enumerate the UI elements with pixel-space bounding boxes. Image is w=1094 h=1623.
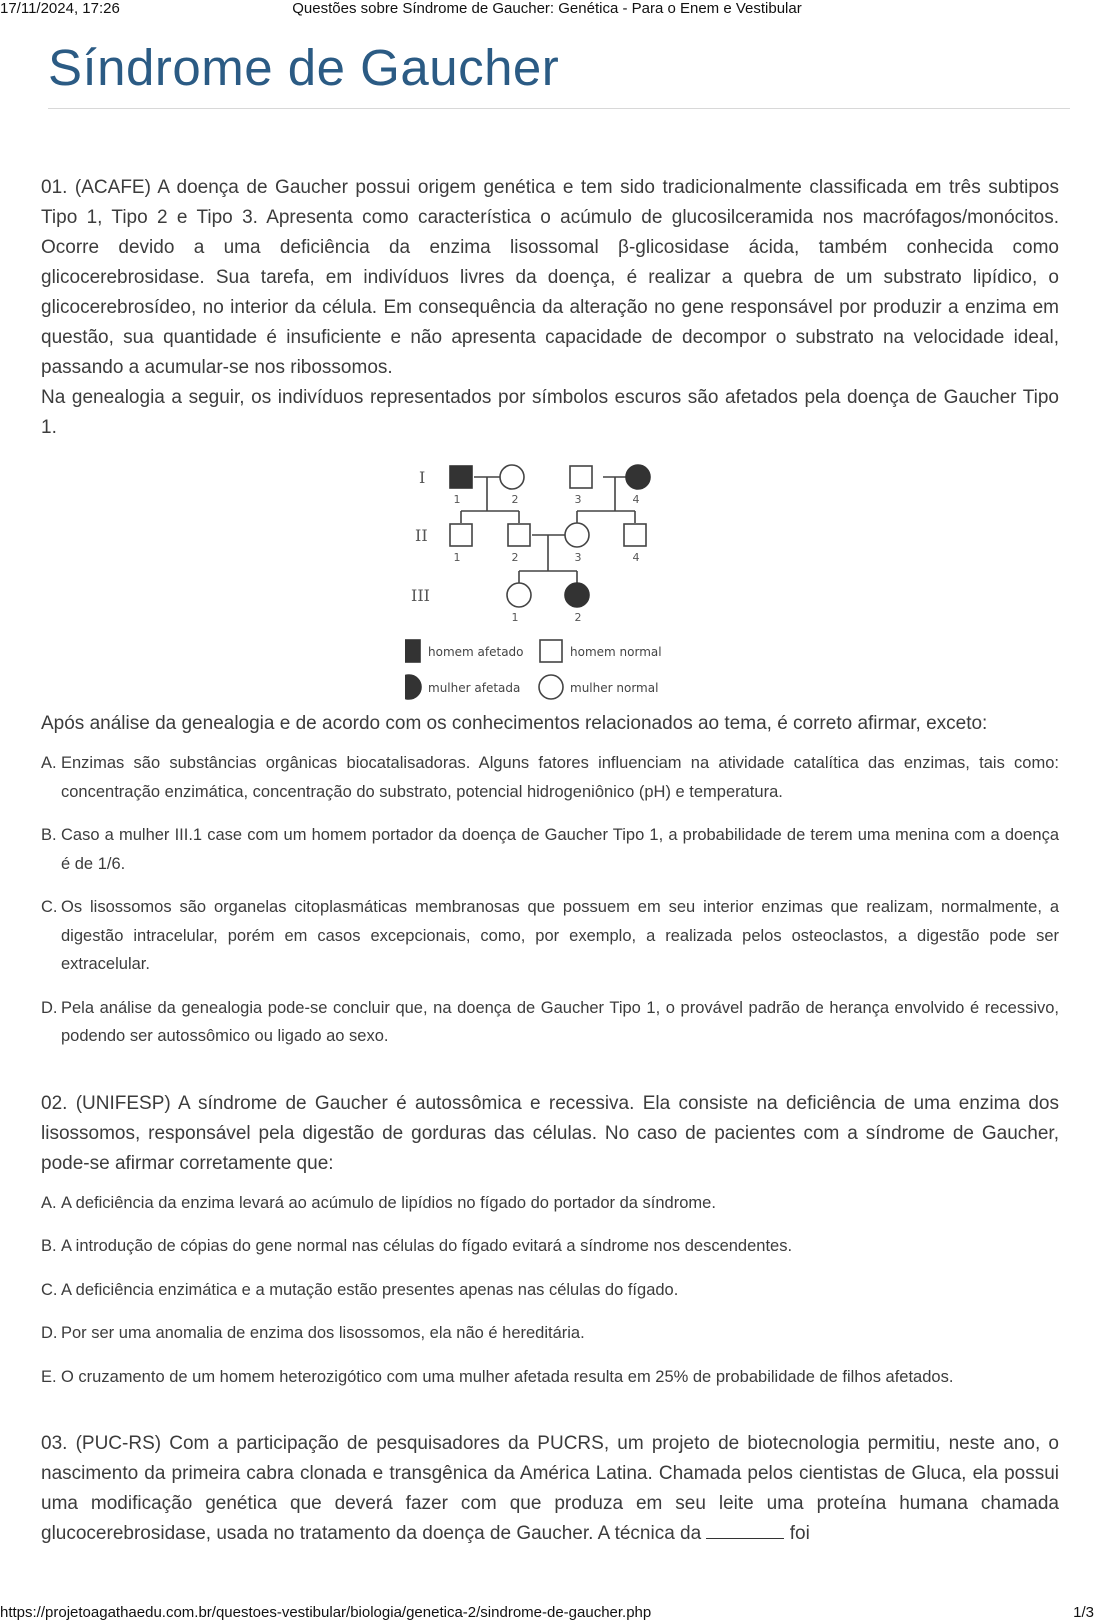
gen-III-number: 1: [511, 611, 519, 624]
legend-normal-male: homem normal: [570, 645, 662, 659]
title-divider: [48, 108, 1070, 109]
content: [41, 173, 1059, 1549]
print-header: [0, 0, 1094, 18]
page-number: 1/3: [1073, 1604, 1094, 1621]
gen-II-number: 4: [632, 551, 640, 564]
print-footer: [0, 1603, 1094, 1623]
question-2: [41, 1089, 1059, 1392]
page-title: Síndrome de Gaucher: [48, 39, 560, 96]
pedigree-chart: [405, 453, 695, 703]
page-url: https://projetoagathaedu.com.br/questoes-vestibular/biologia/genetica-2/sindrome-de-gaucher.php: [0, 1604, 652, 1621]
question-1-text-2: Na genealogia a seguir, os indivíduos representados por símbolos escuros são afetados pela doença de Gaucher Tipo 1.: [41, 387, 1059, 438]
question-1-options: [41, 749, 1059, 1051]
print-page-title: Questões sobre Síndrome de Gaucher: Genética - Para o Enem e Vestibular: [292, 0, 802, 17]
print-date: 17/11/2024, 17:26: [0, 0, 120, 17]
option-e[interactable]: E. O cruzamento de um homem heterozigótico com uma mulher afetada resulta em 25% de probabilidade de filhos afetados.: [41, 1367, 954, 1386]
question-3: [41, 1429, 1059, 1549]
gen-I-number: 3: [574, 493, 582, 506]
gen-label-II: II: [415, 526, 428, 545]
gen-I-number: 4: [632, 493, 640, 506]
question-3-text: 03. (PUC-RS) Com a participação de pesquisadores da PUCRS, um projeto de biotecnologia permitiu, neste ano, o nascimento da primeira cabra clonada e transgênica da América Latina. Chamada pelos cientistas de Gluca, ela possui uma modificação genética que deverá fazer com que produza em seu leite uma proteína humana chamada glucocerebrosidase, usada no tratamento da doença de Gaucher. A técnica da foi: [41, 1433, 1059, 1544]
option-b[interactable]: B. Caso a mulher III.1 case com um homem portador da doença de Gaucher Tipo 1, a probabilidade de terem uma menina com a doença é de 1/6.: [41, 826, 1059, 873]
option-a[interactable]: A. A deficiência da enzima levará ao acúmulo de lipídios no fígado do portador da síndrome.: [41, 1193, 716, 1212]
option-a[interactable]: A. Enzimas são substâncias orgânicas biocatalisadoras. Alguns fatores influenciam na atividade catalítica das enzimas, tais como: concentração enzimática, concentração do substrato, potencial hidrogeniônico (pH) e temperatura.: [41, 754, 1059, 801]
question-1-text: 01. (ACAFE) A doença de Gaucher possui origem genética e tem sido tradicionalmente classificada em três subtipos Tipo 1, Tipo 2 e Tipo 3. Apresenta como característica o acúmulo de glucosilceramida nos macrófagos/monócitos. Ocorre devido a uma deficiência da enzima lisossomal β-glicosidase ácida, também conhecida como glicocerebrosidase. Sua tarefa, em indivíduos livres da doença, é realizar a quebra de um substrato lipídico, o glicocerebrosídeo, no interior da célula. Em consequência da alteração no gene responsável por produzir a enzima em questão, sua quantidade é insuficiente e não apresenta capacidade de decompor o substrato na velocidade ideal, passando a acumular-se nos ribossomos.: [41, 177, 1059, 378]
gen-III-number: 2: [574, 611, 582, 624]
question-2-text: 02. (UNIFESP) A síndrome de Gaucher é autossômica e recessiva. Ela consiste na deficiência de uma enzima dos lisossomos, responsável pela digestão de gorduras das células. No caso de pacientes com a síndrome de Gaucher, pode-se afirmar corretamente que:: [41, 1092, 1059, 1174]
option-d[interactable]: D. Por ser uma anomalia de enzima dos lisossomos, ela não é hereditária.: [41, 1324, 585, 1342]
gen-II-number: 2: [511, 551, 519, 564]
gen-label-III: III: [411, 586, 430, 605]
question-1-stem: Após análise da genealogia e de acordo com os conhecimentos relacionados ao tema, é correto afirmar, exceto:: [41, 713, 988, 734]
pedigree-figure: [41, 453, 1059, 703]
gen-II-number: 3: [574, 551, 582, 564]
question-1: [41, 173, 1059, 1051]
option-c[interactable]: C. Os lisossomos são organelas citoplasmáticas membranosas que possuem em seu interior enzimas que realizam, normalmente, a digestão intracelular, porém em casos excepcionais, como, por exemplo, a realizada pelos osteoclastos, a digestão pode ser extracelular.: [41, 898, 1059, 973]
gen-II-number: 1: [453, 551, 461, 564]
option-b[interactable]: B. A introdução de cópias do gene normal nas células do fígado evitará a síndrome nos descendentes.: [41, 1237, 793, 1255]
option-c[interactable]: C. A deficiência enzimática e a mutação estão presentes apenas nas células do fígado.: [41, 1280, 679, 1299]
gen-I-number: 1: [453, 493, 461, 506]
question-2-options: [41, 1189, 1059, 1392]
gen-label-I: I: [419, 468, 426, 487]
legend-affected-female: mulher afetada: [428, 681, 521, 695]
fill-in-blank: [706, 1520, 784, 1539]
legend-affected-male: homem afetado: [428, 645, 524, 659]
gen-I-number: 2: [511, 493, 519, 506]
legend-normal-female: mulher normal: [570, 681, 659, 695]
option-d[interactable]: D. Pela análise da genealogia pode-se concluir que, na doença de Gaucher Tipo 1, o provável padrão de herança envolvido é recessivo, podendo ser autossômico ou ligado ao sexo.: [41, 998, 1059, 1045]
